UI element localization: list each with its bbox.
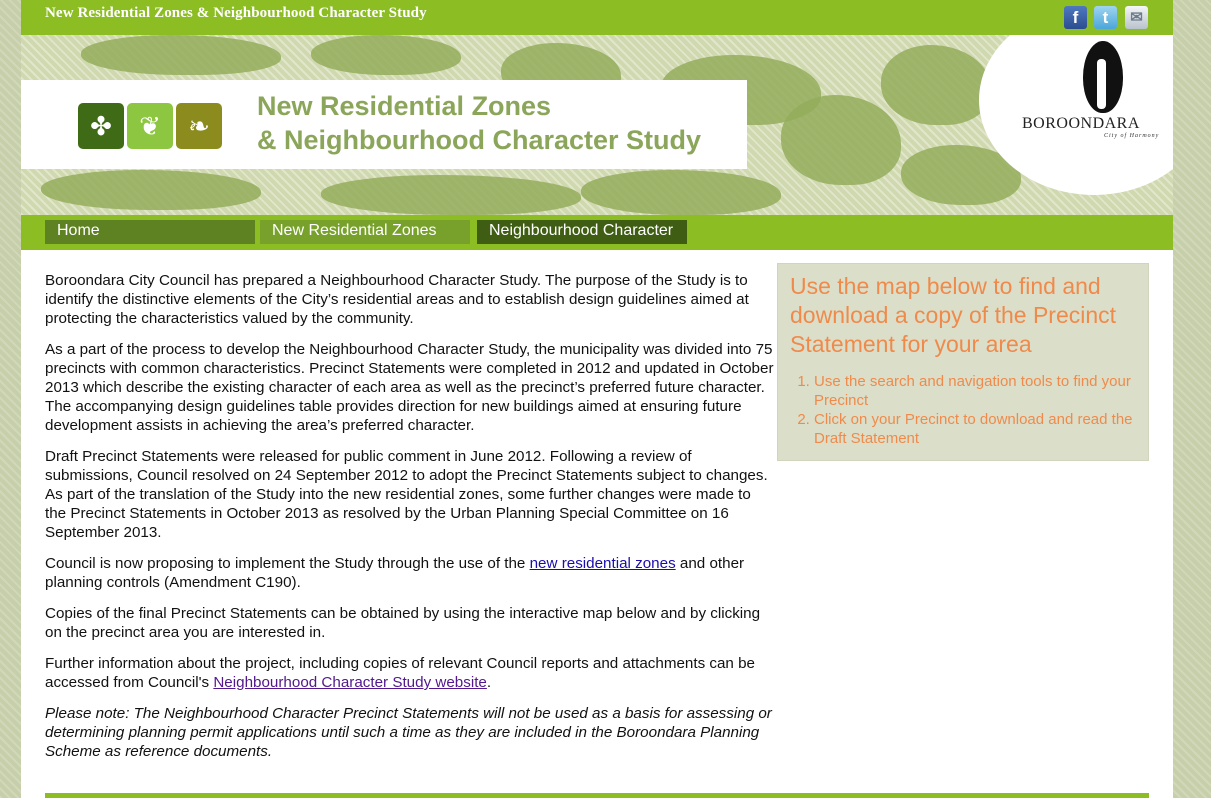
implementation-paragraph <box>45 554 775 592</box>
nav-home[interactable]: Home <box>45 220 255 244</box>
council-emblem-icon <box>1083 41 1123 113</box>
disclaimer-note: Please note: The Neighbourhood Character Precinct Statements will not be used as a basis for assessing or determining planning permit applications until such a time as they are included in the Boroondara Planning Scheme as reference documents. <box>45 705 772 760</box>
copies-paragraph: Copies of the final Precinct Statements can be obtained by using the interactive map below and by clicking on the precinct area you are interested in. <box>45 605 761 641</box>
maple-leaf-icon: ✤ <box>78 103 124 149</box>
page-wrapper <box>21 0 1173 798</box>
nav-new-residential-zones[interactable]: New Residential Zones <box>260 220 470 244</box>
twitter-icon[interactable] <box>1094 6 1117 29</box>
banner-title-line1: New Residential Zones <box>257 91 552 121</box>
banner-title-line2: & Neighbourhood Character Study <box>257 125 702 155</box>
nav-neighbourhood-character[interactable]: Neighbourhood Character <box>477 220 687 244</box>
further-info-text: Further information about the project, including copies of relevant Council reports and attachments can be accessed from Council's <box>45 655 755 691</box>
email-icon[interactable] <box>1125 6 1148 29</box>
map-instructions-box <box>777 263 1149 461</box>
facebook-glyph: f <box>1072 8 1079 27</box>
main-content <box>45 271 775 773</box>
banner <box>21 35 1173 215</box>
banner-title-box <box>21 80 747 169</box>
further-info-text-end: . <box>486 674 492 691</box>
council-tagline: City of Harmony <box>1104 133 1160 139</box>
implementation-text: Council is now proposing to implement the Study through the use of the <box>45 555 530 572</box>
twitter-glyph: t <box>1102 8 1109 27</box>
leaf-decoration-icon <box>781 95 901 185</box>
implementation-text-end: and other planning controls (Amendment C190). <box>45 555 745 591</box>
study-website-link[interactable]: Neighbourhood Character Study website <box>213 674 487 691</box>
main-nav <box>21 215 1173 250</box>
map-instructions-list <box>790 372 1154 448</box>
oak-leaf-icon: ❧ <box>176 103 222 149</box>
process-paragraph: As a part of the process to develop the Neighbourhood Character Study, the municipality was divided into 75 precincts with common characteristics. Precinct Statements were completed in 2012 and updated in October 2013 which describe the existing character of each area as well as the precinct’s preferred future character. The accompanying design guidelines table provides direction for new buildings aimed at ensuring future development assists in achieving the area’s preferred character. <box>45 341 774 434</box>
site-title: New Residential Zones & Neighbourhood Character Study <box>45 5 427 21</box>
map-instructions-heading: Use the map below to find and download a copy of the Precinct Statement for your area <box>790 273 1117 357</box>
leaf-decoration-icon <box>41 170 261 210</box>
leaf-decoration-icon <box>881 45 991 125</box>
email-glyph: ✉ <box>1130 9 1143 26</box>
intro-paragraph: Boroondara City Council has prepared a Neighbourhood Character Study. The purpose of the Study is to identify the distinctive elements of the City’s residential areas and to establish design guidelines aimed at protecting the characteristics valued by the community. <box>45 272 749 327</box>
list-item: 1. Use the search and navigation tools to find your Precinct <box>814 372 1154 410</box>
leaf-decoration-icon <box>581 170 781 215</box>
leaf-decoration-icon <box>311 35 461 75</box>
list-item: 2. Click on your Precinct to download and read the Draft Statement <box>814 410 1154 448</box>
top-bar <box>21 0 1173 35</box>
round-leaf-icon: ❦ <box>127 103 173 149</box>
bottom-divider <box>45 793 1149 798</box>
new-residential-zones-link[interactable]: new residential zones <box>529 555 676 572</box>
facebook-icon[interactable] <box>1064 6 1087 29</box>
leaf-decoration-icon <box>321 175 581 215</box>
council-name: BOROONDARA <box>1022 115 1140 132</box>
leaf-decoration-icon <box>81 35 281 75</box>
draft-paragraph: Draft Precinct Statements were released for public comment in June 2012. Following a review of submissions, Council resolved on 24 September 2012 to adopt the Precinct Statements subject to changes. As part of the translation of the Study into the new residential zones, some further changes were made to the Precinct Statements in October 2013 as resolved by the Urban Planning Special Committee on 16 September 2013. <box>45 448 768 541</box>
further-info-paragraph <box>45 654 775 692</box>
banner-title <box>257 89 701 157</box>
